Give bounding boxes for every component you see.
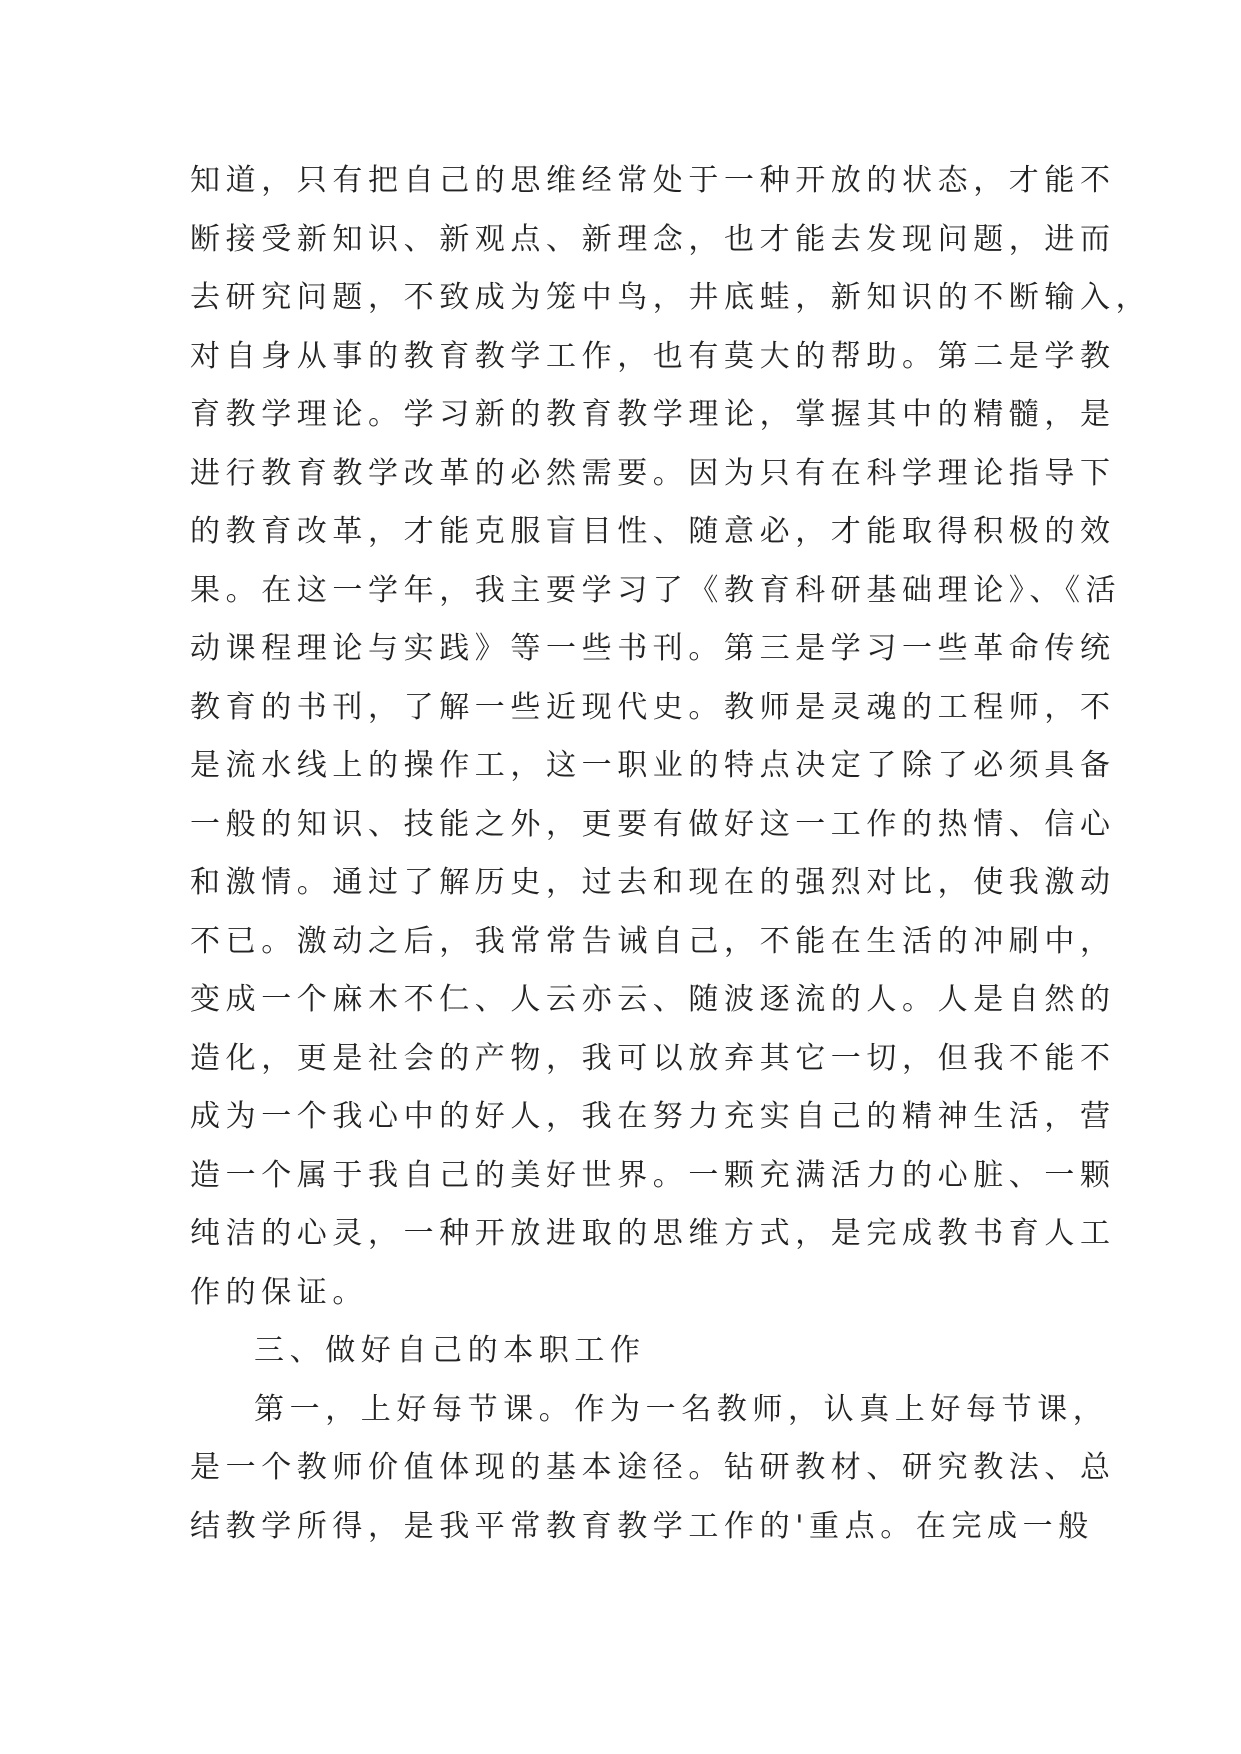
text-line: 纯洁的心灵，一种开放进取的思维方式，是完成教书育人工 [190, 1216, 1116, 1251]
text-line: 去研究问题，不致成为笼中鸟，井底蛙，新知识的不断输入， [190, 280, 1152, 315]
text-line: 和激情。通过了解历史，过去和现在的强烈对比，使我激动 [190, 865, 1116, 900]
text-line: 教育的书刊，了解一些近现代史。教师是灵魂的工程师，不 [190, 689, 1116, 725]
text-line: 果。在这一学年，我主要学习了《教育科研基础理论》、《活 [190, 572, 1122, 608]
paragraph-first-line: 第一，上好每节课。作为一名教师，认真上好每节课， [254, 1391, 1109, 1427]
text-line: 动课程理论与实践》等一些书刊。第三是学习一些革命传统 [190, 631, 1116, 666]
text-line: 造一个属于我自己的美好世界。一颗充满活力的心脏、一颗 [190, 1157, 1116, 1193]
text-line: 的教育改革，才能克服盲目性、随意必，才能取得积极的效 [190, 514, 1116, 549]
text-line: 作的保证。 [190, 1274, 368, 1310]
text-line: 对自身从事的教育教学工作，也有莫大的帮助。第二是学教 [190, 338, 1116, 374]
text-line: 结教学所得，是我平常教育教学工作的'重点。在完成一般 [190, 1508, 1094, 1544]
text-line: 是一个教师价值体现的基本途径。钻研教材、研究教法、总 [190, 1450, 1116, 1485]
section-heading: 三、做好自己的本职工作 [254, 1333, 646, 1368]
text-line: 知道，只有把自己的思维经常处于一种开放的状态，才能不 [190, 163, 1116, 198]
text-line: 断接受新知识、新观点、新理念，也才能去发现问题，进而 [190, 221, 1116, 257]
document-body [190, 152, 1152, 1556]
text-line: 进行教育教学改革的必然需要。因为只有在科学理论指导下 [190, 455, 1116, 491]
text-line: 育教学理论。学习新的教育教学理论，掌握其中的精髓，是 [190, 397, 1116, 432]
text-line: 一般的知识、技能之外，更要有做好这一工作的热情、信心 [190, 806, 1116, 842]
text-line: 变成一个麻木不仁、人云亦云、随波逐流的人。人是自然的 [190, 982, 1116, 1017]
text-line: 造化，更是社会的产物，我可以放弃其它一切，但我不能不 [190, 1040, 1116, 1076]
text-line: 不已。激动之后，我常常告诫自己，不能在生活的冲刷中， [190, 923, 1116, 959]
text-line: 是流水线上的操作工，这一职业的特点决定了除了必须具备 [190, 748, 1116, 783]
text-line: 成为一个我心中的好人，我在努力充实自己的精神生活，营 [190, 1099, 1116, 1134]
